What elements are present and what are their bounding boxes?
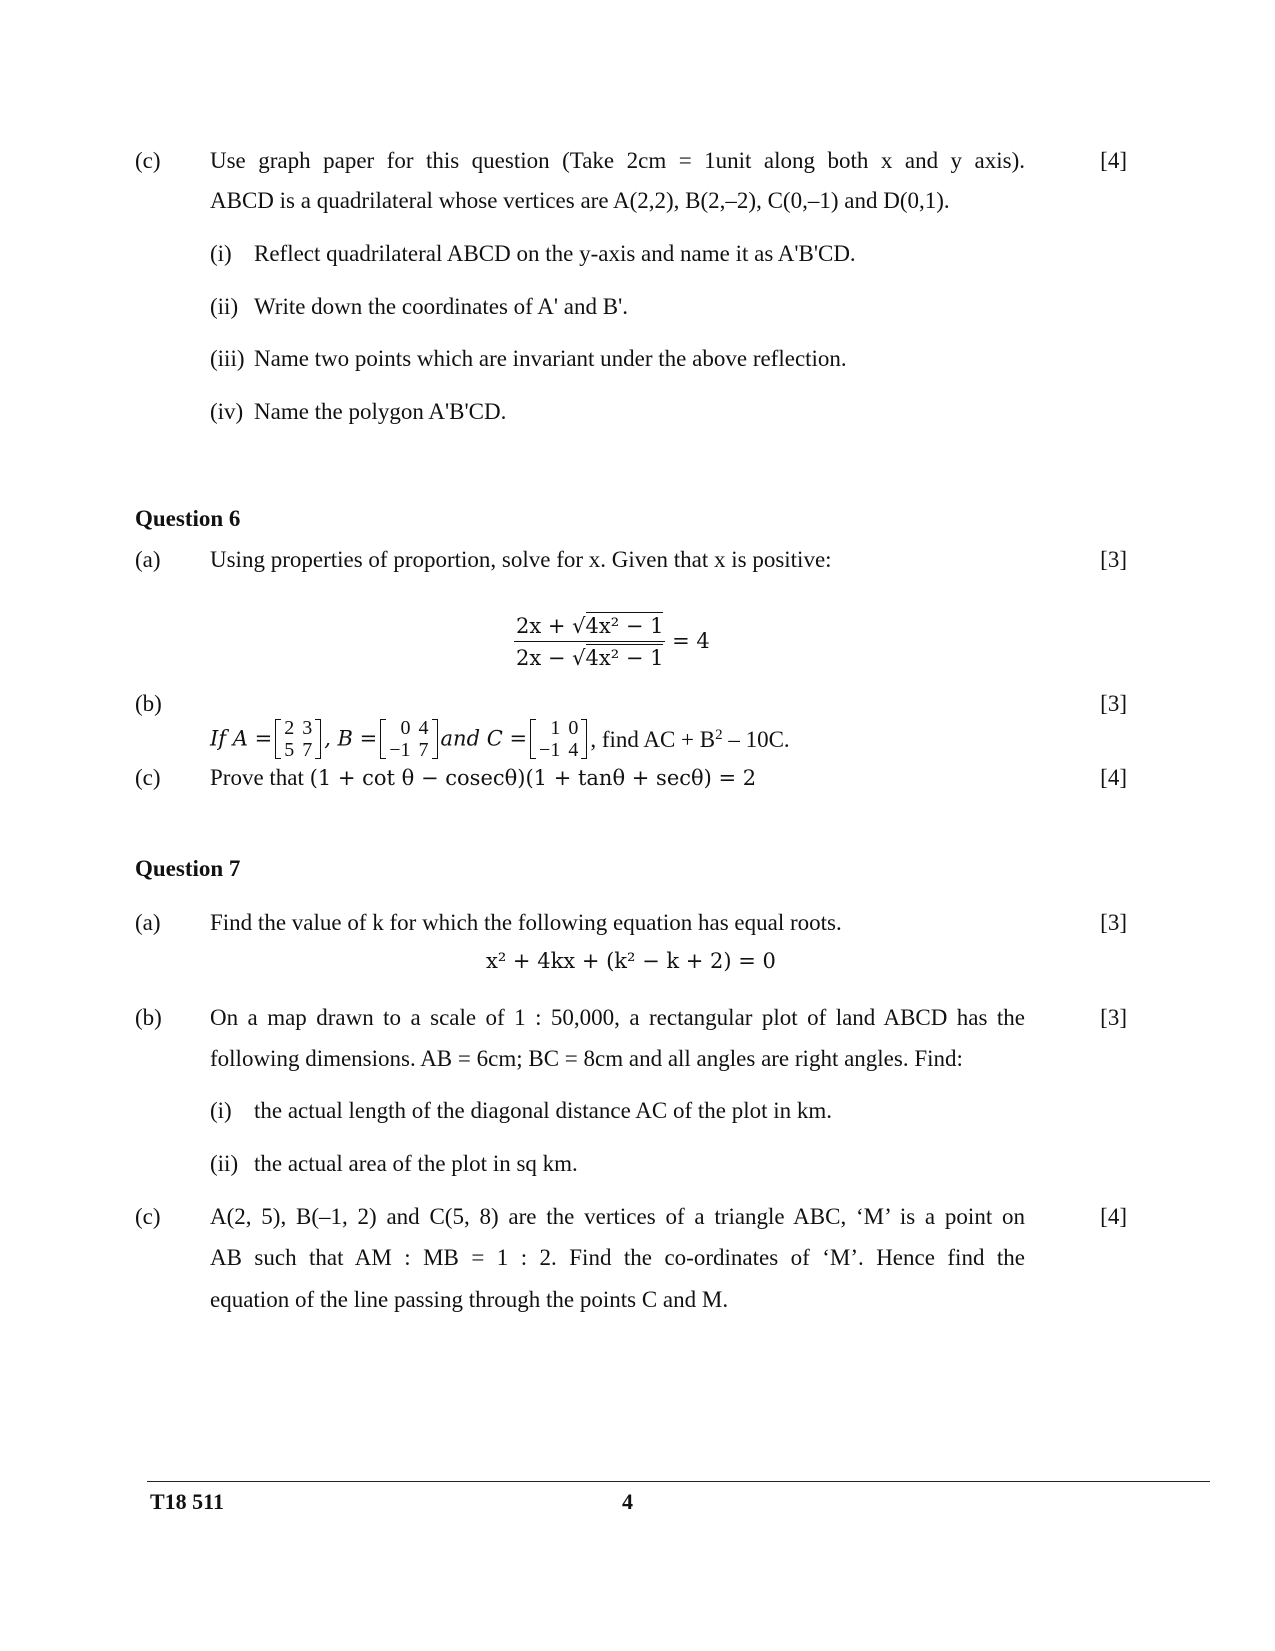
q6a-marks: [3] <box>1100 547 1127 572</box>
footer-rule <box>147 1481 1210 1482</box>
q7c-line2: AB such that AM : MB = 1 : 2. Find the co-ordinates of ‘M’. Hence find the <box>210 1245 1025 1270</box>
matrix-b: 0 4 −1 7 <box>380 717 437 761</box>
fraction-denominator: 2x − √4x² − 1 <box>516 646 664 670</box>
q6b-marks: [3] <box>1100 691 1127 716</box>
q7a-label: (a) <box>135 910 161 935</box>
q5c-line2: ABCD is a quadrilateral whose vertices are A(2,2), B(2,–2), C(0,–1) and D(0,1). <box>210 188 950 213</box>
q5c-line1: Use graph paper for this question (Take 2cm = 1unit along both x and y axis). <box>210 148 1025 173</box>
matrix-c: 1 0 −1 4 <box>530 717 587 761</box>
part-number: (iii) <box>210 346 245 371</box>
paper-code: T18 511 <box>150 1489 224 1514</box>
b-eq-label: , B = <box>324 726 378 751</box>
part-number: (iv) <box>210 399 244 424</box>
q7b-part-i <box>210 1099 832 1122</box>
q7b-label: (b) <box>135 1005 162 1030</box>
q6c-text: Prove that (1 + cot θ − cosecθ)(1 + tanθ + secθ) = 2 <box>210 765 757 790</box>
part-text: Name the polygon A'B'CD. <box>254 399 507 424</box>
q7b-marks: [3] <box>1100 1005 1127 1030</box>
q6a-label: (a) <box>135 547 161 572</box>
part-text: Name two points which are invariant under the above reflection. <box>254 346 847 371</box>
page-number: 4 <box>622 1489 633 1514</box>
q5c-part-ii <box>210 295 628 318</box>
part-text: the actual length of the diagonal distance AC of the plot in km. <box>254 1098 833 1123</box>
part-text: Reflect quadrilateral ABCD on the y-axis and name it as A'B'CD. <box>254 241 856 266</box>
part-text: the actual area of the plot in sq km. <box>254 1151 578 1176</box>
part-number: (ii) <box>210 1151 239 1176</box>
q5c-label: (c) <box>135 148 161 173</box>
q6b-label: (b) <box>135 691 162 716</box>
q6c-expression: (1 + cot θ − cosecθ)(1 + tanθ + secθ) = 2 <box>309 766 757 790</box>
q7a-equation: x² + 4kx + (k² − k + 2) = 0 <box>486 949 776 973</box>
q6c-label: (c) <box>135 765 161 790</box>
part-number: (ii) <box>210 294 239 319</box>
q7a-text: Find the value of k for which the following equation has equal roots. <box>210 910 842 935</box>
q7b-line2: following dimensions. AB = 6cm; BC = 8cm and all angles are right angles. Find: <box>210 1046 963 1071</box>
q6b-expression <box>210 717 790 761</box>
question-7-heading: Question 7 <box>135 856 241 881</box>
q5c-marks: [4] <box>1100 148 1127 173</box>
q7b-line1: On a map drawn to a scale of 1 : 50,000, a rectangular plot of land ABCD has the <box>210 1005 1025 1030</box>
q6a-text: Using properties of proportion, solve for x. Given that x is positive: <box>210 547 832 572</box>
part-number: (i) <box>210 241 232 266</box>
part-number: (i) <box>210 1098 232 1123</box>
q7c-line3: equation of the line passing through the points C and M. <box>210 1287 729 1312</box>
q7c-label: (c) <box>135 1204 161 1229</box>
q5c-part-i <box>210 242 856 265</box>
q6b-tail: , find AC + $B^2 - 10C$. <box>590 726 790 752</box>
question-6-heading: Question 6 <box>135 506 241 531</box>
fraction-numerator: 2x + √4x² − 1 <box>514 616 665 642</box>
q7b-part-ii <box>210 1152 578 1175</box>
and-c-label: and C = <box>440 726 528 751</box>
matrix-a: 2 3 5 7 <box>275 717 321 761</box>
equation-rhs: = 4 <box>665 629 710 653</box>
q6c-marks: [4] <box>1100 765 1127 790</box>
q5c-part-iv <box>210 400 506 423</box>
q7a-marks: [3] <box>1100 910 1127 935</box>
part-text: Write down the coordinates of A' and B'. <box>254 294 628 319</box>
q6a-equation <box>514 616 710 669</box>
q7c-marks: [4] <box>1100 1204 1127 1229</box>
q7c-line1: A(2, 5), B(–1, 2) and C(5, 8) are the vertices of a triangle ABC, ‘M’ is a point on <box>210 1204 1025 1229</box>
q5c-part-iii <box>210 347 847 370</box>
if-a-label: If A = <box>210 726 273 751</box>
fraction <box>514 616 665 669</box>
